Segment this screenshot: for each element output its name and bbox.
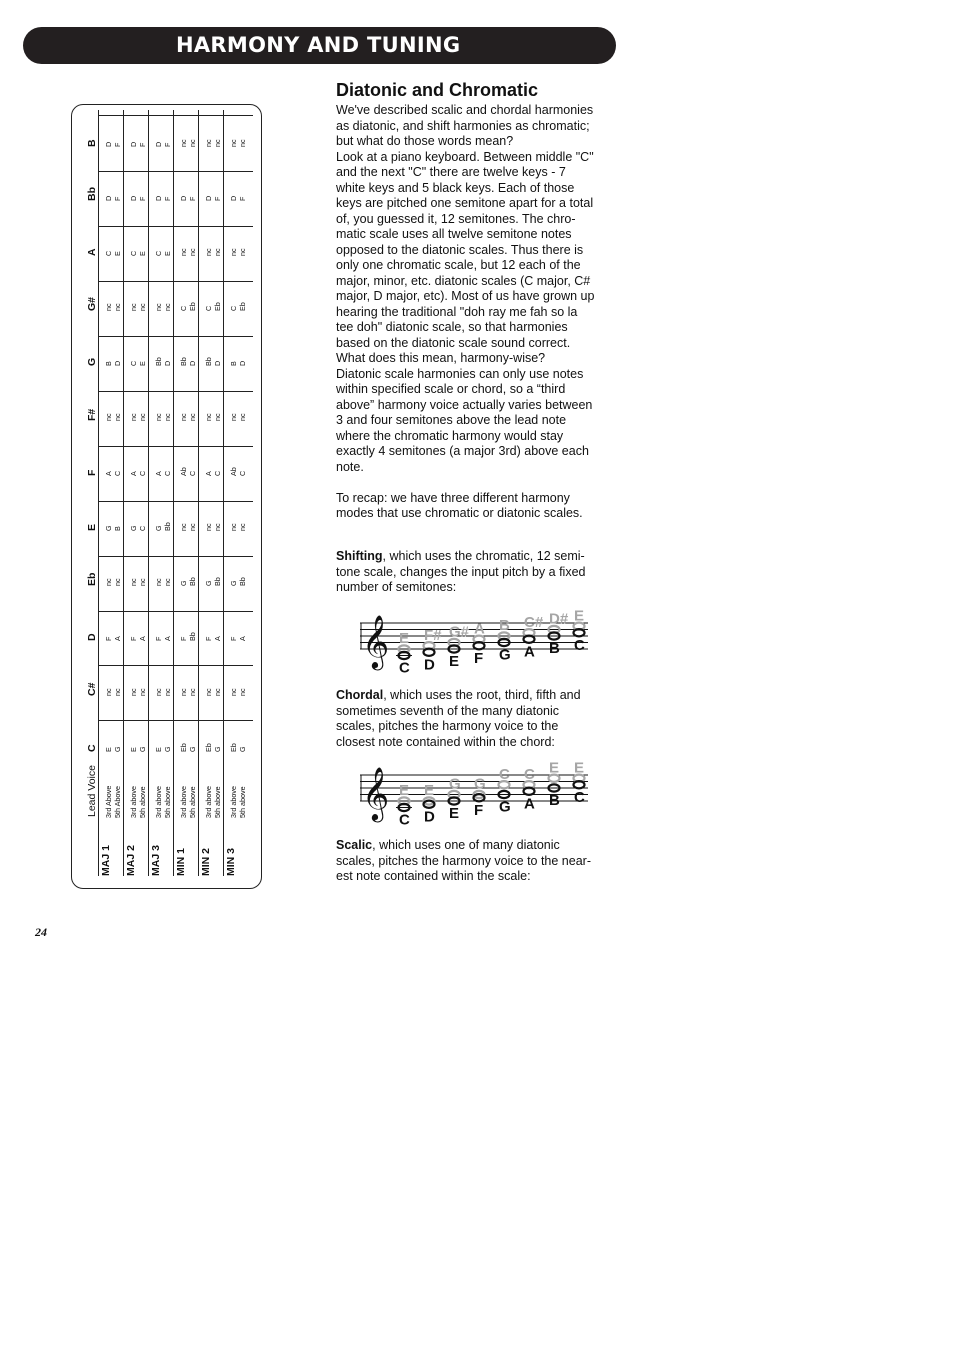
table-cell: D <box>128 141 138 147</box>
harmony-note-label: C# <box>524 613 544 631</box>
table-cell: nc <box>178 688 188 696</box>
table-cell: C <box>238 470 247 476</box>
harmony-note-label: G# <box>449 623 470 641</box>
lead-note <box>474 642 485 649</box>
table-cell: nc <box>213 139 222 147</box>
table-cell: F <box>138 142 147 147</box>
body-line: major, D major, etc). Most of us have grown up <box>336 289 595 303</box>
table-cell-rule <box>223 501 253 502</box>
shifting-text: , which uses the chromatic, 12 semi- <box>382 549 585 563</box>
table-cell: D <box>103 141 113 147</box>
table-cell: nc <box>228 139 238 147</box>
table-cell: nc <box>213 523 222 531</box>
scalic-text: est note contained within the scale: <box>336 869 531 883</box>
harmony-note-label: C <box>499 765 510 783</box>
table-cell: nc <box>163 578 172 586</box>
table-cell: C <box>203 305 213 311</box>
table-cell: C <box>113 470 122 476</box>
table-cell: Bb <box>163 522 172 531</box>
row-interval-label: 5th above <box>188 786 197 818</box>
table-cell: E <box>163 251 172 256</box>
row-mode-label: MIN 1 <box>175 847 187 876</box>
column-header: F# <box>86 408 98 421</box>
table-cell: nc <box>213 688 222 696</box>
column-header: B <box>86 139 98 147</box>
table-cell: nc <box>203 523 213 531</box>
chordal-text: sometimes seventh of the many diatonic <box>336 703 560 718</box>
column-header: D <box>86 633 98 641</box>
table-cell: G <box>203 580 213 586</box>
table-cell: G <box>213 746 222 752</box>
treble-clef: 𝄞 <box>362 767 390 819</box>
table-cell: G <box>163 746 172 752</box>
body-line <box>336 704 608 720</box>
shifting-text: number of semitones: <box>336 580 457 594</box>
table-cell: Eb <box>178 743 188 752</box>
table-cell: nc <box>228 688 238 696</box>
column-header: E <box>86 523 98 531</box>
shifting-term: Shifting <box>336 549 383 563</box>
column-header: G <box>86 357 98 366</box>
table-cell: C <box>228 305 238 311</box>
chordal-text: , which uses the root, third, fifth and <box>383 688 581 702</box>
body-line <box>336 580 608 596</box>
table-cell: Bb <box>213 577 222 586</box>
table-cell: C <box>153 250 163 256</box>
table-cell: F <box>188 196 197 201</box>
row-interval-label: 5th Above <box>113 786 122 818</box>
lead-note-label: B <box>549 792 560 809</box>
body-line: only one chromatic scale, but 12 each of the <box>336 258 581 272</box>
scalic-text: , which uses one of many diatonic <box>372 838 560 852</box>
harmony-table <box>71 104 262 889</box>
table-cell: nc <box>153 413 163 421</box>
table-cell: F <box>163 142 172 147</box>
table-cell: nc <box>203 413 213 421</box>
table-cell: A <box>213 636 222 641</box>
table-cell: nc <box>228 523 238 531</box>
row-interval-label: 5th above <box>238 786 247 818</box>
table-cell: nc <box>213 413 222 421</box>
table-cell: nc <box>113 688 122 696</box>
body-line: note. <box>336 459 364 474</box>
body-line: What does this mean, harmony-wise? <box>336 351 546 365</box>
table-cell: G <box>113 746 122 752</box>
page-number: 24 <box>35 925 47 939</box>
shifting-text: tone scale, changes the input pitch by a fixed <box>336 564 586 579</box>
table-cell: nc <box>203 248 213 256</box>
harmony-note-label: E <box>574 607 585 625</box>
body-line: opposed to the diatonic scales. Thus there is <box>336 242 584 257</box>
body-line: above” harmony voice actually varies between <box>336 397 593 412</box>
table-cell: Eb <box>213 302 222 311</box>
table-cell: nc <box>128 578 138 586</box>
harmony-note-label: F# <box>424 626 442 644</box>
row-interval-label: 5th above <box>138 786 147 818</box>
table-cell: A <box>128 471 138 476</box>
table-cell: nc <box>103 413 113 421</box>
harmony-note-label: E <box>399 782 410 799</box>
chordal-text: scales, pitches the harmony voice to the <box>336 719 559 733</box>
table-cell: B <box>113 526 122 531</box>
table-cell: C <box>103 250 113 256</box>
body-line: and the next "C" there are twelve keys - 7 <box>336 165 566 179</box>
table-cell: nc <box>213 248 222 256</box>
row-interval-label: 3rd above <box>228 786 238 818</box>
table-column-rule <box>173 110 174 876</box>
scalic-term: Scalic <box>336 838 373 852</box>
lead-voice-label: Lead Voice <box>86 765 98 817</box>
table-cell: Bb <box>153 357 163 366</box>
table-cell: F <box>153 636 163 641</box>
table-cell: D <box>153 195 163 201</box>
table-cell: F <box>213 196 222 201</box>
table-cell-rule <box>223 281 253 282</box>
body-line <box>336 854 608 870</box>
table-cell: B <box>103 361 113 366</box>
lead-note-label: G <box>499 646 511 664</box>
table-cell: D <box>113 360 122 366</box>
body-line <box>336 838 608 854</box>
table-cell: nc <box>138 578 147 586</box>
table-cell-rule <box>223 556 253 557</box>
body-line: as diatonic, and shift harmonies as chromatic; <box>336 118 590 133</box>
table-cell: nc <box>113 578 122 586</box>
table-cell: F <box>113 196 122 201</box>
row-interval-label: 3rd above <box>203 786 213 818</box>
table-cell-rule <box>223 226 253 227</box>
table-cell: nc <box>238 688 247 696</box>
table-cell: nc <box>188 139 197 147</box>
body-line: tee doh" diatonic scale, so that harmonies <box>336 320 568 334</box>
table-cell: C <box>163 470 172 476</box>
table-cell: C <box>138 470 147 476</box>
lead-note-label: C <box>399 811 410 829</box>
table-cell: E <box>138 361 147 366</box>
harmony-note-label: A <box>474 620 485 638</box>
row-mode-label: MAJ 2 <box>125 845 137 876</box>
row-interval-label: 5th above <box>213 786 222 818</box>
table-cell: nc <box>178 139 188 147</box>
chordal-term: Chordal <box>336 688 384 702</box>
body-line: matic scale uses all twelve semitone notes <box>336 227 572 241</box>
body-line: keys are pitched one semitone apart for a total <box>336 196 594 210</box>
table-cell: D <box>188 360 197 366</box>
table-cell: G <box>138 746 147 752</box>
table-cell: D <box>238 360 247 366</box>
table-cell: A <box>113 636 122 641</box>
table-cell: D <box>163 360 172 366</box>
table-cell: A <box>138 636 147 641</box>
table-cell: nc <box>203 139 213 147</box>
table-cell: F <box>203 636 213 641</box>
column-header: Bb <box>86 187 98 201</box>
table-cell: Ab <box>178 467 188 476</box>
table-cell: nc <box>163 413 172 421</box>
row-interval-label: 3rd above <box>128 786 138 818</box>
table-cell: G <box>153 525 163 531</box>
table-cell-rule <box>223 391 253 392</box>
table-cell: Bb <box>188 632 197 641</box>
table-cell: Bb <box>238 577 247 586</box>
table-cell: nc <box>188 688 197 696</box>
table-cell: nc <box>238 413 247 421</box>
scalic-description <box>336 838 608 885</box>
table-cell: F <box>178 636 188 641</box>
body-line: of, you guessed it, 12 semitones. The chro- <box>336 211 576 226</box>
harmony-note-label: E <box>399 630 410 647</box>
body-line: within specified scale or chord, so a “third <box>336 382 566 396</box>
table-cell: nc <box>103 688 113 696</box>
table-cell: Bb <box>178 357 188 366</box>
column-header: G# <box>86 296 98 311</box>
column-header: A <box>86 248 98 256</box>
row-mode-label: MAJ 1 <box>100 845 112 876</box>
table-cell: nc <box>138 688 147 696</box>
chordal-staff <box>360 755 590 830</box>
table-cell: nc <box>188 523 197 531</box>
body-text <box>336 103 608 522</box>
body-line <box>336 719 608 735</box>
table-cell: D <box>153 141 163 147</box>
harmony-note-label: G <box>474 775 486 793</box>
table-cell: Eb <box>238 302 247 311</box>
table-cell: G <box>103 525 113 531</box>
table-cell: D <box>178 195 188 201</box>
table-cell: nc <box>178 413 188 421</box>
table-cell: E <box>113 251 122 256</box>
table-cell: F <box>113 142 122 147</box>
table-cell: Ab <box>228 467 238 476</box>
body-line: hearing the traditional "doh ray me fah so la <box>336 304 578 319</box>
chordal-text: closest note contained within the chord: <box>336 734 555 749</box>
body-line: We've described scalic and chordal harmonies <box>336 103 594 117</box>
shifting-staff <box>360 603 590 678</box>
table-cell: nc <box>153 688 163 696</box>
table-cell: F <box>128 636 138 641</box>
table-cell: nc <box>138 413 147 421</box>
lead-note-label: F <box>474 649 484 667</box>
table-column-rule <box>223 110 224 876</box>
body-line <box>336 735 608 751</box>
table-cell: D <box>203 195 213 201</box>
table-cell: nc <box>103 578 113 586</box>
lead-note <box>574 629 585 636</box>
table-cell: nc <box>128 303 138 311</box>
table-cell: C <box>213 470 222 476</box>
row-interval-label: 5th above <box>163 786 172 818</box>
table-cell: nc <box>138 303 147 311</box>
row-mode-label: MIN 2 <box>200 847 212 876</box>
lead-note-label: C <box>399 659 410 677</box>
body-line: modes that use chromatic or diatonic scales. <box>336 506 583 520</box>
table-cell: nc <box>188 413 197 421</box>
table-cell: Eb <box>228 743 238 752</box>
column-header: C <box>86 744 98 752</box>
table-cell: nc <box>153 303 163 311</box>
table-column-rule <box>123 110 124 876</box>
table-cell: nc <box>163 688 172 696</box>
column-header: C# <box>86 682 98 696</box>
table-cell: E <box>103 747 113 752</box>
harmony-note-label: B <box>499 617 510 634</box>
table-cell: nc <box>113 303 122 311</box>
table-cell: C <box>128 250 138 256</box>
table-cell: F <box>228 636 238 641</box>
lead-note-label: E <box>449 653 460 670</box>
table-cell: nc <box>238 248 247 256</box>
table-cell: nc <box>178 523 188 531</box>
body-line: white keys and 5 black keys. Each of those <box>336 180 575 195</box>
lead-note-label: F <box>474 801 484 819</box>
table-cell: nc <box>238 523 247 531</box>
treble-clef: 𝄞 <box>362 615 390 667</box>
table-cell: nc <box>103 303 113 311</box>
section-title: Diatonic and Chromatic <box>336 80 539 100</box>
table-cell: nc <box>228 413 238 421</box>
shifting-description <box>336 549 608 596</box>
body-line <box>336 688 608 704</box>
body-line: To recap: we have three different harmony <box>336 490 570 505</box>
lead-note <box>524 636 535 643</box>
lead-note <box>524 788 535 795</box>
harmony-note-label: E <box>574 759 585 777</box>
table-cell-rule <box>223 336 253 337</box>
table-cell: nc <box>188 248 197 256</box>
body-line: Look at a piano keyboard. Between middle "C" <box>336 149 594 164</box>
lead-note-label: C <box>574 636 585 654</box>
table-column-rule <box>148 110 149 876</box>
body-line: major, minor, etc. diatonic scales (C major, C# <box>336 273 591 288</box>
table-cell: G <box>228 580 238 586</box>
row-interval-label: 3rd above <box>153 786 163 818</box>
lead-note-label: C <box>574 788 585 806</box>
table-cell: F <box>238 196 247 201</box>
row-interval-label: 3rd Above <box>103 785 113 818</box>
table-cell: D <box>128 195 138 201</box>
table-cell: nc <box>203 688 213 696</box>
table-cell: nc <box>128 688 138 696</box>
column-header: Eb <box>86 572 98 586</box>
body-line: 3 and four semitones above the lead note <box>336 413 567 427</box>
harmony-note-label: E <box>549 759 560 777</box>
table-cell: nc <box>163 303 172 311</box>
scalic-text: scales, pitches the harmony voice to the near- <box>336 853 591 868</box>
table-cell: D <box>228 195 238 201</box>
harmony-note-label: E <box>424 782 435 799</box>
table-cell-rule <box>223 446 253 447</box>
table-column-rule <box>98 110 99 876</box>
lead-note <box>574 781 585 788</box>
table-cell: Bb <box>188 577 197 586</box>
table-cell: C <box>188 470 197 476</box>
table-cell: D <box>213 360 222 366</box>
table-cell: nc <box>228 248 238 256</box>
row-mode-label: MAJ 3 <box>150 845 162 876</box>
table-cell: nc <box>238 139 247 147</box>
lead-note-label: A <box>524 643 535 661</box>
table-column-rule <box>198 110 199 876</box>
table-cell: G <box>128 525 138 531</box>
table-cell-rule <box>223 720 253 721</box>
table-cell: E <box>138 251 147 256</box>
harmony-note-label: C <box>524 765 535 783</box>
body-line <box>336 869 608 885</box>
table-cell: E <box>153 747 163 752</box>
table-cell-rule <box>223 665 253 666</box>
table-cell: C <box>128 360 138 366</box>
table-cell: Bb <box>203 357 213 366</box>
table-cell: D <box>103 195 113 201</box>
body-line: based on the diatonic scale sound correct. <box>336 335 571 350</box>
table-cell: Eb <box>188 302 197 311</box>
table-cell: F <box>103 636 113 641</box>
table-cell: E <box>128 747 138 752</box>
table-cell: Eb <box>203 743 213 752</box>
row-mode-label: MIN 3 <box>225 847 237 876</box>
table-cell: C <box>178 305 188 311</box>
body-line: Diatonic scale harmonies can only use notes <box>336 366 584 381</box>
table-cell-rule <box>223 115 253 116</box>
lead-note-label: G <box>499 798 511 816</box>
table-cell: nc <box>128 413 138 421</box>
table-cell: G <box>178 580 188 586</box>
body-line: exactly 4 semitones (a major 3rd) above each <box>336 444 589 458</box>
body-line: where the chromatic harmony would stay <box>336 428 564 443</box>
table-cell: A <box>238 636 247 641</box>
table-cell: A <box>203 471 213 476</box>
body-line <box>336 549 608 565</box>
chordal-description <box>336 688 608 750</box>
lead-note <box>424 649 435 656</box>
lead-note-label: B <box>549 640 560 657</box>
table-cell: A <box>103 471 113 476</box>
lead-note-label: D <box>424 656 435 674</box>
table-cell: G <box>238 746 247 752</box>
lead-note-label: D <box>424 808 435 826</box>
table-cell: nc <box>178 248 188 256</box>
table-cell: A <box>163 636 172 641</box>
table-cell-rule <box>223 171 253 172</box>
body-line <box>336 565 608 581</box>
table-cell: B <box>228 361 238 366</box>
paragraph-gap <box>336 475 608 491</box>
lead-note-label: A <box>524 795 535 813</box>
table-cell: nc <box>113 413 122 421</box>
body-line: but what do those words mean? <box>336 134 514 148</box>
table-cell: F <box>163 196 172 201</box>
table-cell-rule <box>223 611 253 612</box>
harmony-note-label: G <box>449 775 461 793</box>
table-cell: F <box>138 196 147 201</box>
table-cell: C <box>138 525 147 531</box>
table-cell: A <box>153 471 163 476</box>
harmony-note-label: D# <box>549 610 569 628</box>
table-cell: nc <box>153 578 163 586</box>
page-header-title: HARMONY AND TUNING <box>176 33 461 57</box>
table-cell: G <box>188 746 197 752</box>
lead-note-label: E <box>449 805 460 822</box>
column-header: F <box>86 469 98 476</box>
row-interval-label: 3rd above <box>178 786 188 818</box>
